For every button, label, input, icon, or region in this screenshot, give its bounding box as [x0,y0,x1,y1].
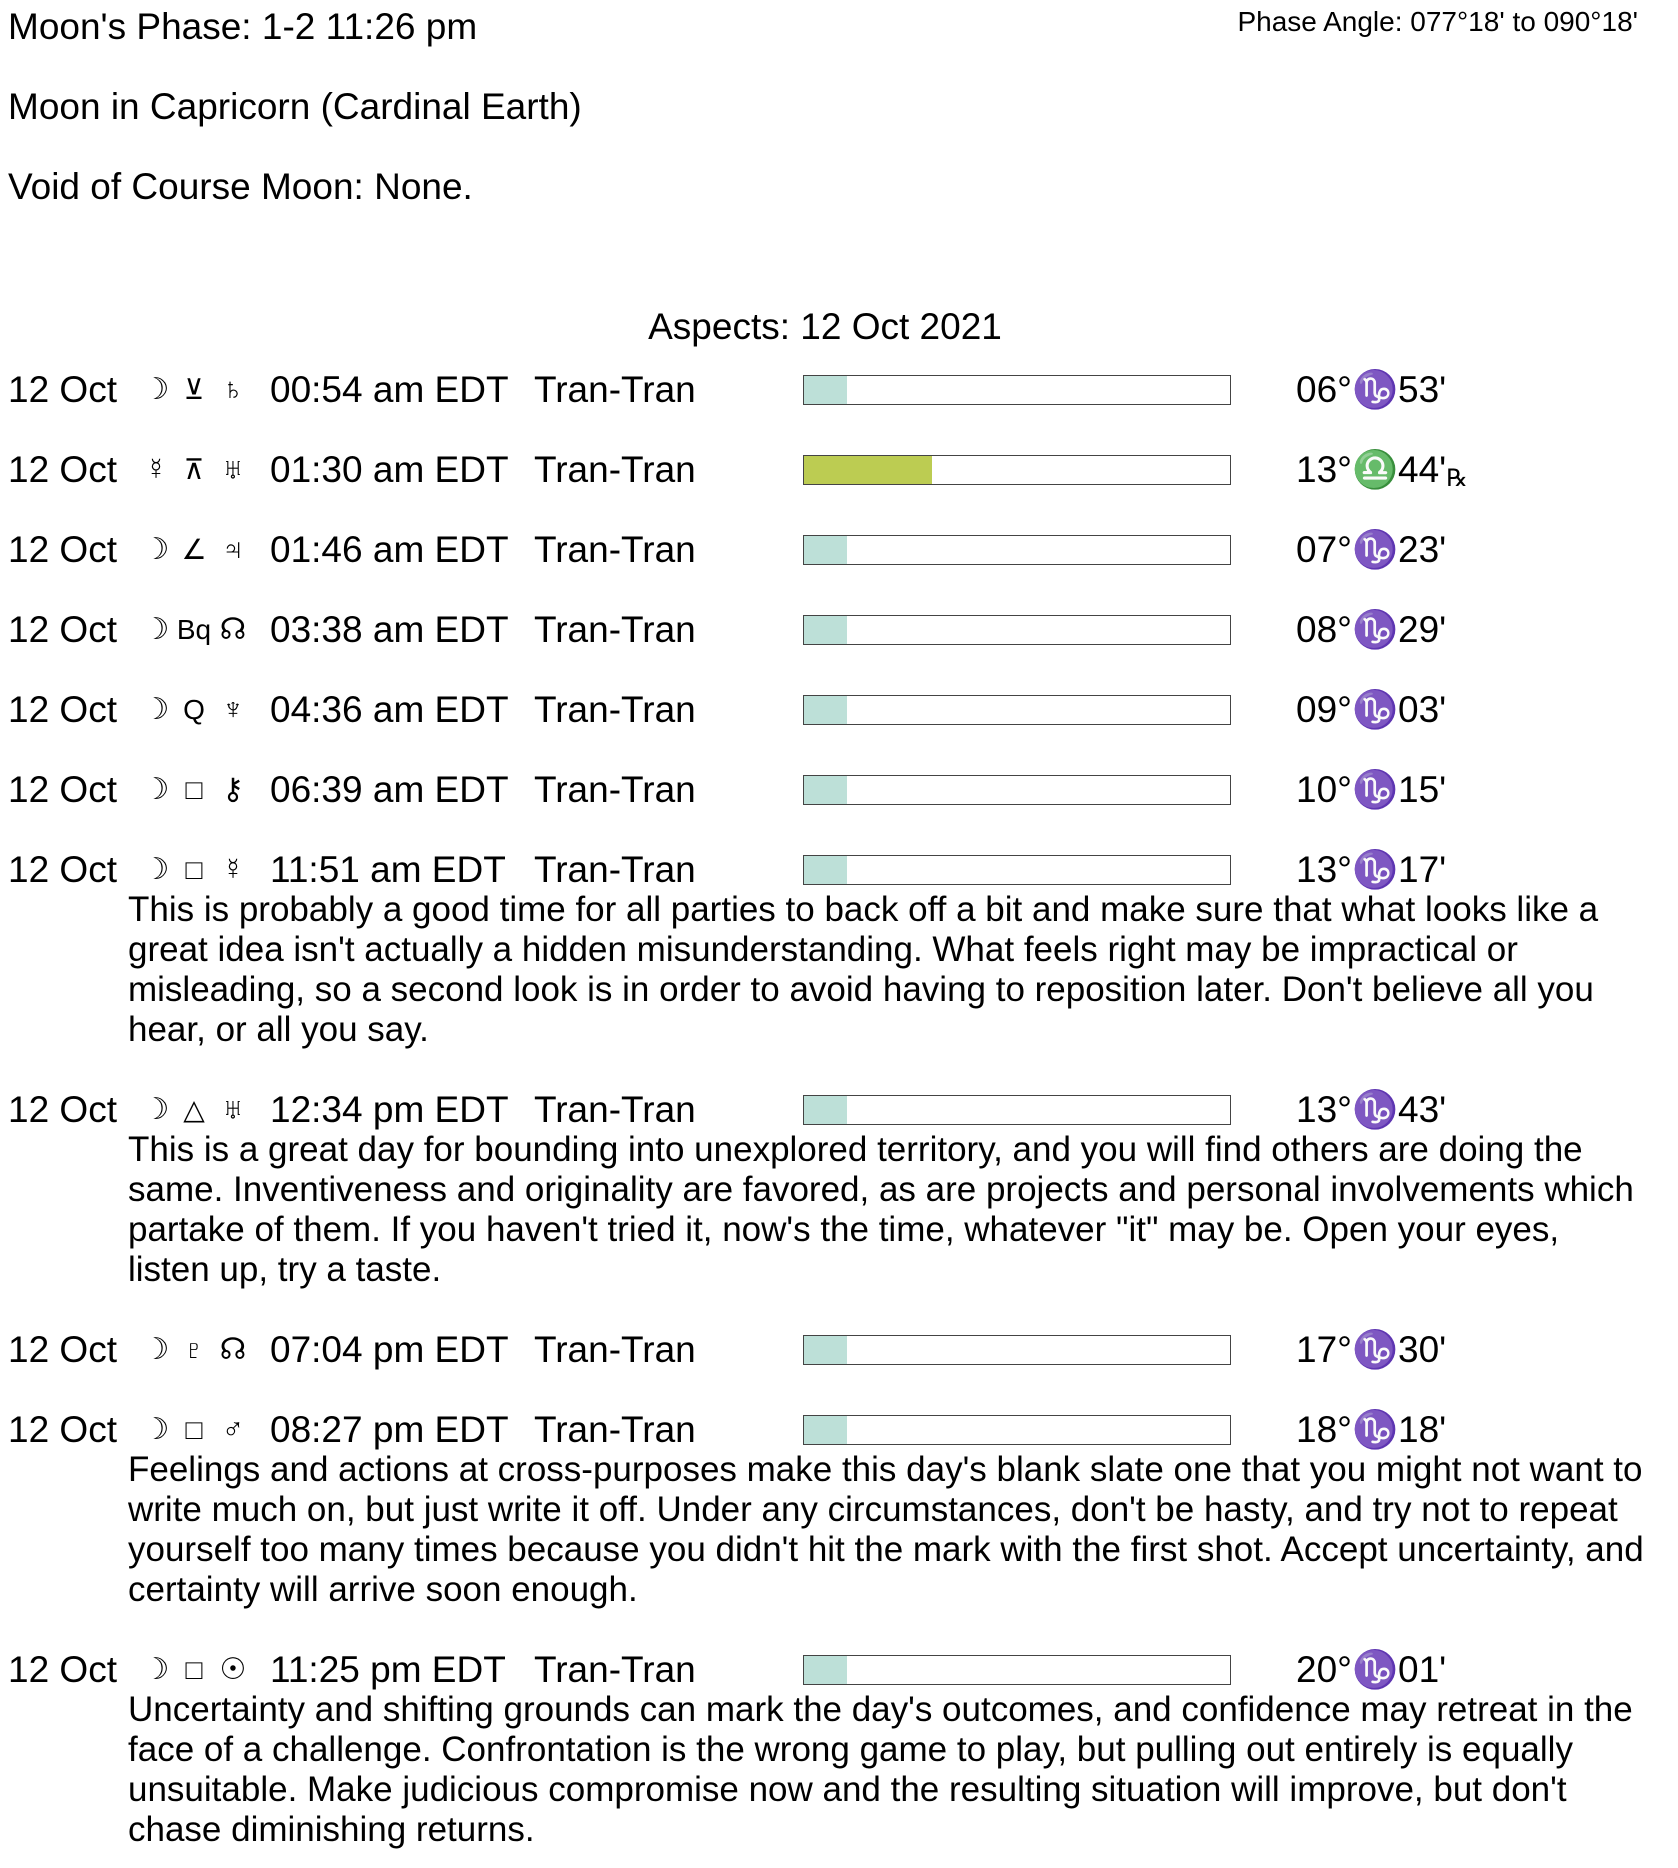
aspect-time: 08:27 pm EDT [270,1409,509,1450]
planet2-glyph: ☊ [219,613,247,646]
planet2-glyph: ☉ [219,1653,247,1686]
strength-bar [803,1655,1231,1685]
aspect-row [0,1648,1678,1692]
planet2-glyph: ♅ [221,1093,245,1126]
aspect-date: 12 Oct [8,609,117,650]
aspect-type: Tran-Tran [534,1089,696,1130]
aspect-position: 10°♑15' [1296,769,1447,810]
aspect-glyph: Bq [176,614,212,645]
strength-bar-fill [804,536,847,564]
planet2-glyph: ♃ [221,533,245,566]
strength-bar-fill [804,1336,847,1364]
aspect-type: Tran-Tran [534,1329,696,1370]
planet2-glyph: ☊ [219,1333,247,1366]
aspect-description: This is a great day for bounding into unexplored territory, and you will find others are doing the same. Inventiveness and originality are favored, as are projects and personal involvements which partake of them. If you haven't tried it, now's the time, whatever "it" may be. Open your eyes, listen up, try a taste. [128,1130,1634,1289]
aspect-position: 06°♑53' [1296,369,1447,410]
strength-bar [803,695,1231,725]
aspect-date: 12 Oct [8,1409,117,1450]
strength-bar-fill [804,456,932,484]
aspect-date: 12 Oct [8,689,117,730]
aspect-row [0,1328,1678,1372]
aspect-type: Tran-Tran [534,689,696,730]
aspect-type: Tran-Tran [534,849,696,890]
aspect-date: 12 Oct [8,449,117,490]
strength-bar [803,455,1231,485]
planet1-glyph: ☽ [142,1333,170,1366]
strength-bar [803,775,1231,805]
strength-bar-fill [804,696,847,724]
planet2-glyph: ♆ [221,693,245,726]
aspect-position: 18°♑18' [1296,1409,1447,1450]
aspect-time: 11:51 am EDT [270,849,506,890]
aspect-row [0,448,1678,492]
aspect-position: 13°♑43' [1296,1089,1447,1130]
planet2-glyph: ⚷ [222,773,244,806]
planet2-glyph: ♄ [221,373,245,406]
aspect-date: 12 Oct [8,1329,117,1370]
aspect-time: 12:34 pm EDT [270,1089,509,1130]
aspect-row [0,608,1678,652]
aspects-title: Aspects: 12 Oct 2021 [648,306,1002,347]
retrograde-icon: ℞ [1446,465,1468,492]
aspect-type: Tran-Tran [534,449,696,490]
aspect-glyph: ∠ [181,534,207,565]
strength-bar-fill [804,616,847,644]
moon-phase: Moon's Phase: 1-2 11:26 pm [8,6,478,47]
aspect-time: 03:38 am EDT [270,609,509,650]
aspect-time: 07:04 pm EDT [270,1329,509,1370]
planet1-glyph: ☽ [142,693,170,726]
strength-bar [803,375,1231,405]
aspect-glyph: □ [185,1414,203,1445]
aspect-time: 01:46 am EDT [270,529,509,570]
aspect-date: 12 Oct [8,529,117,570]
strength-bar-fill [804,856,847,884]
planet1-glyph: ☽ [142,373,170,406]
strength-bar [803,1095,1231,1125]
aspect-position: 07°♑23' [1296,529,1447,570]
aspect-position: 08°♑29' [1296,609,1447,650]
planet1-glyph: ☽ [142,853,170,886]
aspect-time: 06:39 am EDT [270,769,509,810]
aspect-date: 12 Oct [8,1649,117,1690]
aspect-glyph: □ [185,854,203,885]
aspect-position: 13°♑17' [1296,849,1447,890]
aspect-glyph: □ [185,1654,203,1685]
aspect-time: 04:36 am EDT [270,689,509,730]
strength-bar [803,1335,1231,1365]
aspect-glyph: □ [185,774,203,805]
planet1-glyph: ☽ [142,1653,170,1686]
aspect-position: 13°♎44'℞ [1296,449,1468,492]
aspect-glyph: △ [183,1094,205,1125]
planet2-glyph: ♅ [221,453,245,486]
aspect-position: 17°♑30' [1296,1329,1447,1370]
aspect-time: 11:25 pm EDT [270,1649,506,1690]
aspect-row [0,528,1678,572]
void-of-course: Void of Course Moon: None. [8,166,473,207]
strength-bar-fill [804,1416,847,1444]
aspect-row [0,768,1678,812]
moon-sign: Moon in Capricorn (Cardinal Earth) [8,86,582,127]
aspect-row [0,368,1678,412]
aspect-row [0,688,1678,732]
aspect-date: 12 Oct [8,1089,117,1130]
planet2-glyph: ♂ [221,1413,245,1446]
aspect-date: 12 Oct [8,369,117,410]
strength-bar-fill [804,1096,847,1124]
aspect-description: Feelings and actions at cross-purposes make this day's blank slate one that you might not want to write much on, but just write it off. Under any circumstances, don't be hasty, and try not to repeat yourself too many times because you didn't hit the mark with the first shot. Accept uncertainty, and certainty will arrive soon enough. [128,1450,1644,1609]
aspect-glyph: ♇ [183,1334,205,1365]
strength-bar-fill [804,376,847,404]
aspect-glyph: Q [183,694,205,725]
aspect-description: This is probably a good time for all parties to back off a bit and make sure that what looks like a great idea isn't actually a hidden misunderstanding. What feels right may be impractical or misleading, so a second look is in order to avoid having to reposition later. Don't believe all you hear, or all you say. [128,890,1599,1049]
planet1-glyph: ☽ [142,1413,170,1446]
aspect-time: 00:54 am EDT [270,369,509,410]
strength-bar-fill [804,1656,847,1684]
planet1-glyph: ☽ [142,533,170,566]
aspect-time: 01:30 am EDT [270,449,509,490]
aspect-row [0,1408,1678,1452]
aspect-row [0,1088,1678,1132]
strength-bar-fill [804,776,847,804]
phase-angle: Phase Angle: 077°18' to 090°18' [1237,6,1638,37]
planet1-glyph: ☽ [142,1093,170,1126]
aspect-glyph: ⊻ [183,374,205,405]
planet1-glyph: ☽ [142,613,170,646]
aspect-type: Tran-Tran [534,609,696,650]
strength-bar [803,615,1231,645]
aspect-type: Tran-Tran [534,1649,696,1690]
strength-bar [803,535,1231,565]
aspect-type: Tran-Tran [534,529,696,570]
aspect-glyph: ⊼ [183,454,205,485]
aspect-date: 12 Oct [8,769,117,810]
planet1-glyph: ☽ [142,773,170,806]
strength-bar [803,855,1231,885]
aspect-description: Uncertainty and shifting grounds can mark the day's outcomes, and confidence may retreat in the face of a challenge. Confrontation is the wrong game to play, but pulling out entirely is equally unsuitable. Make judicious compromise now and the resulting situation will improve, but don't chase diminishing returns. [128,1690,1633,1849]
aspect-type: Tran-Tran [534,369,696,410]
planet2-glyph: ☿ [221,853,245,886]
planet1-glyph: ☿ [144,453,168,486]
aspect-date: 12 Oct [8,849,117,890]
strength-bar [803,1415,1231,1445]
aspect-type: Tran-Tran [534,769,696,810]
aspect-type: Tran-Tran [534,1409,696,1450]
aspect-row [0,848,1678,892]
aspect-position: 09°♑03' [1296,689,1447,730]
aspect-position: 20°♑01' [1296,1649,1447,1690]
